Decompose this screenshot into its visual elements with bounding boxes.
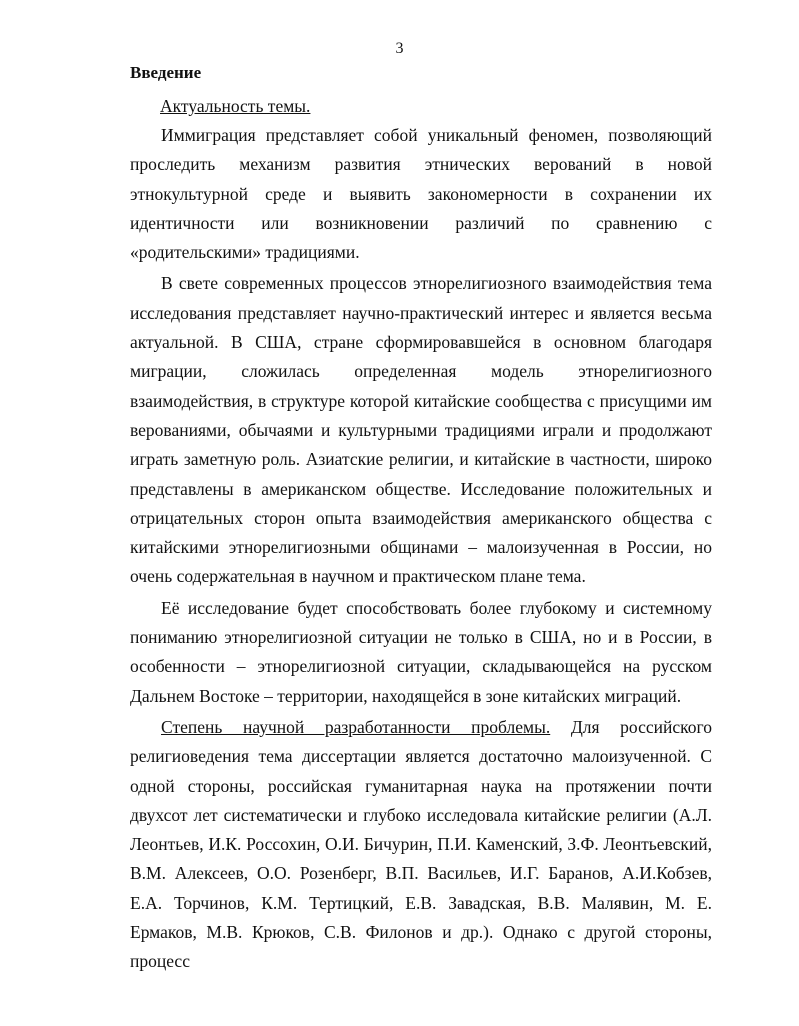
research-degree-lead: Степень научной разработанности проблемы. [161,716,551,737]
page-number: 3 [395,40,404,57]
subsection-heading: Актуальность темы. [160,96,311,116]
paragraph-research-value: Её исследование будет способствовать более глубокому и системному пониманию этнорелигиозной ситуации не только в США, но и в России, в особенности – этнорелигиозной ситуации, складывающейся на русском Дальнем Востоке – территории, находящейся в зоне китайских миграций. [130,597,712,706]
paragraph-research-degree [130,713,712,977]
research-degree-text: Для российского религиоведения тема диссертации является достаточно малоизученной. С одной стороны, российская гуманитарная наука на протяжении почти двухсот лет систематически и глубоко исследовала китайские религии (А.Л. Леонтьев, И.К. Россохин, О.И. Бичурин, П.И. Каменский, З.Ф. Леонтьевский, В.М. Алексеев, О.О. Розенберг, В.П. Васильев, И.Г. Баранов, А.И.Кобзев, Е.А. Торчинов, К.М. Тертицкий, Е.В. Завадская, В.В. Малявин, М. Е. Ермаков, М.В. Крюков, С.В. Филонов и др.). Однако с другой стороны, процесс [130,716,712,972]
paragraph-relevance: В свете современных процессов этнорелигиозного взаимодействия тема исследования представляет научно-практический интерес и является весьма актуальной. В США, стране сформировавшейся в основном благодаря миграции, сложилась определенная модель этнорелигиозного взаимодействия, в структуре которой китайские сообщества с присущими им верованиями, обычаями и культурными традициями играли и продолжают играть заметную роль. Азиатские религии, и китайские в частности, широко представлены в американском обществе. Исследование положительных и отрицательных сторон опыта взаимодействия американского общества с китайскими этнорелигиозными общинами – малоизученная в России, но очень содержательная в научном и практическом плане тема. [130,273,712,587]
section-heading: Введение [130,63,202,82]
paragraph-immigration: Иммиграция представляет собой уникальный феномен, позволяющий проследить механизм развития этнических верований в новой этнокультурной среде и выявить закономерности в сохранении их идентичности или возникновении различий по сравнению с «родительскими» традициями. [130,125,712,263]
body-text [130,121,712,977]
